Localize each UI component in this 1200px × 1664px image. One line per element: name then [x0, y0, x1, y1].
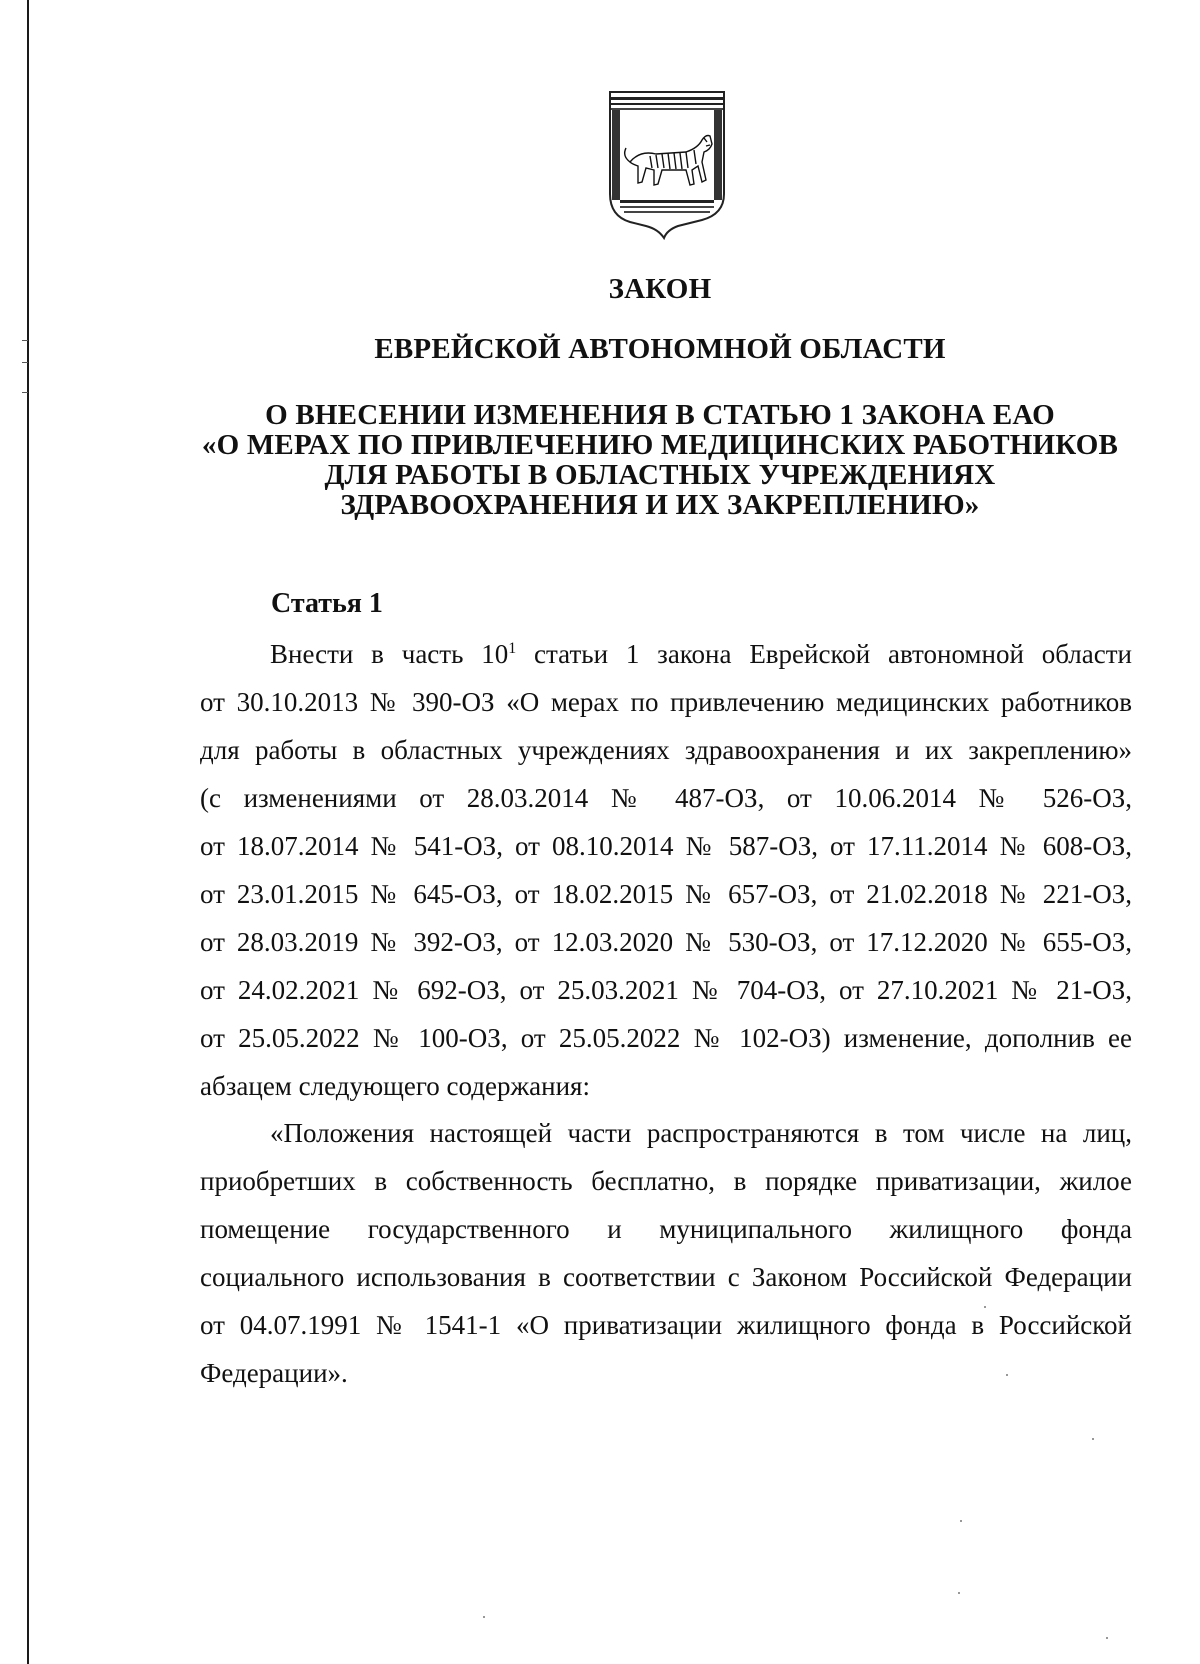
paragraph-line: от 24.02.2021 № 692-ОЗ, от 25.03.2021 № 704-ОЗ, от 27.10.2021 № 21-ОЗ,: [200, 975, 1132, 1005]
scan-left-edge: [27, 0, 29, 1664]
paragraph-line: (с изменениями от 28.03.2014 № 487-ОЗ, от 10.06.2014 № 526-ОЗ,: [200, 783, 1132, 813]
paragraph-line: от 23.01.2015 № 645-ОЗ, от 18.02.2015 № 657-ОЗ, от 21.02.2018 № 221-ОЗ,: [200, 879, 1132, 909]
paragraph-line: от 30.10.2013 № 390-ОЗ «О мерах по привлечению медицинских работников: [200, 687, 1132, 717]
paragraph-line: от 18.07.2014 № 541-ОЗ, от 08.10.2014 № 587-ОЗ, от 17.11.2014 № 608-ОЗ,: [200, 831, 1132, 861]
article-paragraph-quote: [200, 1109, 1132, 1397]
subject-line: ЗДРАВООХРАНЕНИЯ И ИХ ЗАКРЕПЛЕНИЮ»: [340, 489, 980, 521]
scan-speck: [1092, 1438, 1094, 1440]
subject-line: ДЛЯ РАБОТЫ В ОБЛАСТНЫХ УЧРЕЖДЕНИЯХ: [324, 459, 996, 491]
paragraph-line: от 04.07.1991 № 1541-1 «О приватизации жилищного фонда в Российской: [200, 1310, 1132, 1340]
region-title: ЕВРЕЙСКОЙ АВТОНОМНОЙ ОБЛАСТИ: [374, 333, 946, 365]
article-paragraph-amendment: [200, 630, 1132, 1110]
subject-line: «О МЕРАХ ПО ПРИВЛЕЧЕНИЮ МЕДИЦИНСКИХ РАБОТНИКОВ: [201, 429, 1119, 461]
paragraph-line: для работы в областных учреждениях здравоохранения и их закреплению»: [200, 735, 1132, 765]
paragraph-line: [200, 630, 1132, 678]
coat-of-arms-tiger-icon: [606, 90, 728, 240]
paragraph-line: Федерации».: [200, 1358, 348, 1388]
text-fragment: статьи 1 закона Еврейской автономной области: [516, 639, 1132, 669]
article-heading: Статья 1: [271, 588, 383, 619]
scan-speck: [1006, 1374, 1008, 1376]
superscript-index: 1: [508, 640, 517, 657]
scan-mark: [22, 392, 28, 393]
paragraph-line: от 25.05.2022 № 100-ОЗ, от 25.05.2022 № 102-ОЗ) изменение, дополнив ее: [200, 1023, 1132, 1053]
law-title: ЗАКОН: [608, 273, 712, 305]
scan-speck: [984, 1306, 986, 1308]
paragraph-line: «Положения настоящей части распространяются в том числе на лиц,: [270, 1118, 1132, 1148]
paragraph-line: от 28.03.2019 № 392-ОЗ, от 12.03.2020 № 530-ОЗ, от 17.12.2020 № 655-ОЗ,: [200, 927, 1132, 957]
paragraph-line: социального использования в соответствии с Законом Российской Федерации: [200, 1262, 1132, 1292]
scan-speck: [958, 1592, 960, 1594]
law-subject-title: [0, 400, 1200, 520]
paragraph-line: приобретших в собственность бесплатно, в порядке приватизации, жилое: [200, 1166, 1132, 1196]
paragraph-line: помещение государственного и муниципального жилищного фонда: [200, 1214, 1132, 1244]
scan-speck: [483, 1616, 485, 1618]
scan-speck: [960, 1520, 962, 1522]
text-fragment: Внести в часть 10: [270, 639, 509, 669]
subject-line: О ВНЕСЕНИИ ИЗМЕНЕНИЯ В СТАТЬЮ 1 ЗАКОНА ЕАО: [265, 399, 1055, 431]
scan-speck: [1106, 1637, 1108, 1639]
paragraph-line: абзацем следующего содержания:: [200, 1071, 590, 1101]
